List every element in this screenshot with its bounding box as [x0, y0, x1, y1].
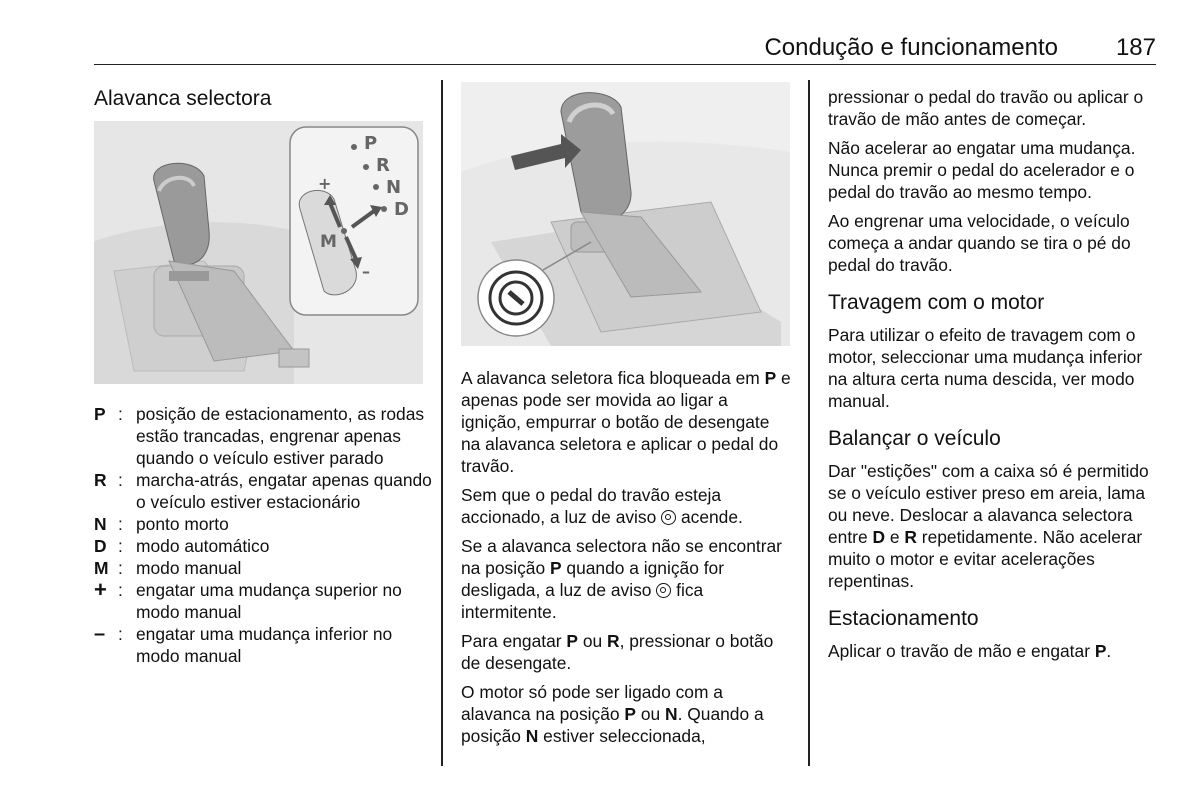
paragraph: Ao engrenar uma velocidade, o veículo começa a andar quando se tira o pé do pedal do travão.	[828, 211, 1131, 275]
list-item	[94, 623, 434, 667]
separator: :	[118, 404, 123, 424]
separator: :	[118, 624, 123, 644]
column-3-text	[828, 86, 1158, 669]
column-2-text	[461, 367, 791, 754]
paragraph: Para utilizar o efeito de travagem com o motor, seleccionar uma mudança inferior na altura certa numa descida, ver modo manual.	[828, 325, 1143, 411]
selector-lever-figure	[94, 121, 423, 384]
list-item	[94, 469, 434, 513]
release-button-illustration	[461, 82, 790, 346]
position-key: +	[94, 577, 107, 602]
position-key: D	[94, 536, 107, 556]
section-heading: Travagem com o motor	[828, 291, 1045, 314]
column-divider	[441, 80, 443, 766]
position-letter: R	[376, 155, 390, 176]
paragraph: Dar "estições" com a caixa só é permitido se o veículo estiver preso em areia, lama ou neve. Deslocar a alavanca selectora entre D e R repetidamente. Não acelerar muito o motor e evitar acelerações repentinas.	[828, 461, 1149, 591]
position-definition-list	[94, 403, 434, 667]
list-item	[94, 535, 434, 557]
section-heading: Balançar o veículo	[828, 427, 1001, 450]
position-letter: P	[364, 133, 378, 154]
plus-label: +	[318, 174, 332, 193]
position-letter: D	[394, 199, 409, 220]
list-item	[94, 403, 434, 469]
paragraph: Se a alavanca selectora não se encontrar na posição P quando a ignição for desligada, a luz de aviso fica intermitente.	[461, 536, 782, 622]
list-item	[94, 513, 434, 535]
position-key: R	[94, 470, 107, 490]
position-key: –	[94, 623, 106, 645]
separator: :	[118, 470, 123, 490]
separator: :	[118, 514, 123, 534]
paragraph: Sem que o pedal do travão esteja accionado, a luz de aviso acende.	[461, 485, 743, 527]
position-description: marcha-atrás, engatar apenas quando o veículo estiver estacionário	[136, 470, 432, 512]
position-key: P	[94, 404, 106, 424]
selector-lever-illustration	[94, 121, 423, 384]
list-item	[94, 557, 434, 579]
section-heading: Alavanca selectora	[94, 87, 272, 110]
separator: :	[118, 558, 123, 578]
position-description: ponto morto	[136, 514, 229, 534]
separator: :	[118, 580, 123, 600]
paragraph: Para engatar P ou R, pressionar o botão de desengate.	[461, 631, 774, 673]
paragraph: O motor só pode ser ligado com a alavanca na posição P ou N. Quando a posição N estiver seleccionada,	[461, 682, 764, 746]
paragraph: A alavanca seletora fica bloqueada em P e apenas pode ser movida ao ligar a ignição, empurrar o botão de desengate na alavanca seletora e aplicar o pedal do travão.	[461, 368, 791, 476]
position-key: M	[94, 558, 109, 578]
position-letter: N	[386, 177, 402, 198]
page-header	[94, 30, 1156, 65]
position-description: modo manual	[136, 558, 242, 578]
minus-label: –	[362, 262, 370, 281]
column-divider	[808, 80, 810, 766]
release-button-figure	[461, 82, 790, 346]
paragraph: pressionar o pedal do travão ou aplicar o travão de mão antes de começar.	[828, 87, 1144, 129]
warning-light-icon	[661, 510, 676, 525]
separator: :	[118, 536, 123, 556]
position-description: engatar uma mudança superior no modo manual	[136, 580, 402, 622]
position-description: modo automático	[136, 536, 270, 556]
list-item	[94, 579, 434, 623]
warning-light-icon	[656, 583, 671, 598]
position-letter: M	[320, 232, 337, 252]
paragraph: Aplicar o travão de mão e engatar P.	[828, 641, 1112, 661]
running-title: Condução e funcionamento	[764, 34, 1058, 61]
position-description: posição de estacionamento, as rodas estão trancadas, engrenar apenas quando o veículo estiver parado	[136, 404, 425, 468]
page-number: 187	[1115, 34, 1156, 61]
paragraph: Não acelerar ao engatar uma mudança. Nunca premir o pedal do acelerador e o pedal do travão ao mesmo tempo.	[828, 138, 1136, 202]
position-key: N	[94, 514, 107, 534]
position-description: engatar uma mudança inferior no modo manual	[136, 624, 393, 666]
section-heading: Estacionamento	[828, 607, 979, 630]
